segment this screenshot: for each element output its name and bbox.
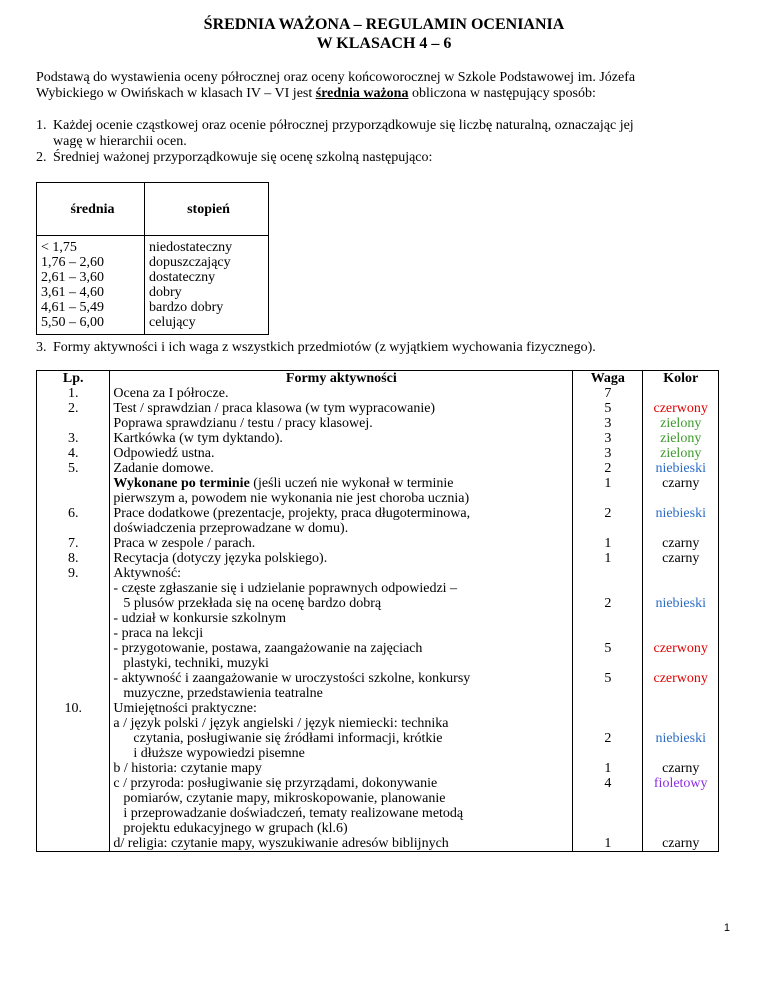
color-label: czerwony xyxy=(653,401,708,416)
form-item: plastyki, techniki, muzyki xyxy=(123,656,269,671)
weight-value: 3 xyxy=(604,416,612,431)
document-title xyxy=(0,15,768,53)
grade-value: bardzo dobry xyxy=(149,300,224,315)
weight-value: 1 xyxy=(604,761,612,776)
weight-value: 7 xyxy=(604,386,612,401)
rule-number: 2. xyxy=(36,150,47,165)
intro-emphasis: średnia ważona xyxy=(315,86,409,101)
lp-value: 9. xyxy=(67,566,79,581)
lp-value: 10. xyxy=(64,701,82,716)
color-label: niebieski xyxy=(655,731,706,746)
lp-value: 6. xyxy=(67,506,79,521)
color-column xyxy=(643,371,719,852)
form-item: - udział w konkursie szkolnym xyxy=(113,611,287,626)
form-item: Umiejętności praktyczne: xyxy=(113,701,257,716)
color-label: zielony xyxy=(660,446,702,461)
range-value: 5,50 – 6,00 xyxy=(41,315,104,330)
intro-text-a: Wybickiego w Owińskach w klasach IV – VI jest xyxy=(36,86,316,101)
range-value: 3,61 – 4,60 xyxy=(41,285,104,300)
grade-header-grade: stopień xyxy=(145,183,269,236)
grade-value: niedostateczny xyxy=(149,240,233,255)
grade-table xyxy=(36,182,269,335)
intro-line-2 xyxy=(36,86,746,102)
rule-text: wagę w hierarchii ocen. xyxy=(53,134,187,149)
lp-value: 4. xyxy=(67,446,79,461)
form-item: Wykonane po terminie (jeśli uczeń nie wykonał w terminie xyxy=(113,476,454,491)
form-item: b / historia: czytanie mapy xyxy=(113,761,262,776)
grade-value: celujący xyxy=(149,315,196,330)
form-item: 5 plusów przekłada się na ocenę bardzo dobrą xyxy=(123,596,382,611)
rule-3 xyxy=(36,340,756,356)
color-label: czerwony xyxy=(653,641,708,656)
form-item: Kartkówka (w tym dyktando). xyxy=(113,431,283,446)
color-label: czarny xyxy=(662,836,700,851)
rule-text: Formy aktywności i ich waga z wszystkich przedmiotów (z wyjątkiem wychowania fizycznego). xyxy=(53,340,596,355)
form-item: pierwszym a, powodem nie wykonania nie jest choroba ucznia) xyxy=(113,491,470,506)
form-item: - aktywność i zaangażowanie w uroczystości szkolne, konkursy xyxy=(113,671,471,686)
lp-value: 2. xyxy=(67,401,79,416)
weight-value: 1 xyxy=(604,551,612,566)
form-item: - przygotowanie, postawa, zaangażowanie na zajęciach xyxy=(113,641,423,656)
form-item: i przeprowadzanie doświadczeń, tematy realizowane metodą xyxy=(123,806,464,821)
color-label: czarny xyxy=(662,536,700,551)
grade-names-cell xyxy=(145,236,269,335)
weight-value: 2 xyxy=(604,506,612,521)
lp-value: 8. xyxy=(67,551,79,566)
form-item: i dłuższe wypowiedzi pisemne xyxy=(133,746,305,761)
intro-text-b: obliczona w następujący sposób: xyxy=(408,86,596,101)
form-item: - częste zgłaszanie się i udzielanie poprawnych odpowiedzi – xyxy=(113,581,458,596)
color-label: niebieski xyxy=(655,506,706,521)
form-item: czytania, posługiwanie się źródłami informacji, krótkie xyxy=(133,731,443,746)
form-item: Ocena za I półrocze. xyxy=(113,386,229,401)
form-item: Aktywność: xyxy=(113,566,182,581)
form-item: c / przyroda: posługiwanie się przyrządami, dokonywanie xyxy=(113,776,438,791)
weight-value: 3 xyxy=(604,431,612,446)
form-item: d/ religia: czytanie mapy, wyszukiwanie adresów biblijnych xyxy=(113,836,449,851)
form-item: muzyczne, przedstawienia teatralne xyxy=(123,686,323,701)
weight-value: 2 xyxy=(604,596,612,611)
grade-ranges-cell xyxy=(37,236,145,335)
weight-value: 5 xyxy=(604,671,612,686)
rule-text: Średniej ważonej przyporządkowuje się ocenę szkolną następująco: xyxy=(53,150,433,165)
weight-value: 4 xyxy=(604,776,612,791)
form-item: Recytacja (dotyczy języka polskiego). xyxy=(113,551,328,566)
rule-item xyxy=(36,118,756,150)
color-label: niebieski xyxy=(655,596,706,611)
form-item: doświadczenia przeprowadzane w domu). xyxy=(113,521,349,536)
page-number: 1 xyxy=(723,922,730,934)
rule-item xyxy=(36,150,756,166)
lp-value: 3. xyxy=(67,431,79,446)
range-value: 4,61 – 5,49 xyxy=(41,300,104,315)
intro-paragraph xyxy=(36,70,746,102)
late-submission-label: Wykonane po terminie xyxy=(113,476,250,491)
form-item: - praca na lekcji xyxy=(113,626,204,641)
color-label: czerwony xyxy=(653,671,708,686)
range-value: 2,61 – 3,60 xyxy=(41,270,104,285)
range-value: < 1,75 xyxy=(41,240,77,255)
lp-value: 5. xyxy=(67,461,79,476)
title-line-1: ŚREDNIA WAŻONA – REGULAMIN OCENIANIA xyxy=(203,16,565,33)
form-item: Praca w zespole / parach. xyxy=(113,536,256,551)
color-label: czarny xyxy=(662,761,700,776)
grade-header-average: średnia xyxy=(37,183,145,236)
form-item: pomiarów, czytanie mapy, mikroskopowanie, planowanie xyxy=(123,791,446,806)
color-label: niebieski xyxy=(655,461,706,476)
forms-header: Formy aktywności xyxy=(285,371,397,386)
form-item: Test / sprawdzian / praca klasowa (w tym wypracowanie) xyxy=(113,401,436,416)
color-header: Kolor xyxy=(663,371,699,386)
weight-value: 5 xyxy=(604,401,612,416)
rule-number: 1. xyxy=(36,118,47,133)
weight-value: 2 xyxy=(604,731,612,746)
weight-value: 1 xyxy=(604,476,612,491)
lp-value: 1. xyxy=(67,386,79,401)
color-label: zielony xyxy=(660,431,702,446)
color-label: czarny xyxy=(662,551,700,566)
rule-number: 3. xyxy=(36,340,47,355)
color-label: zielony xyxy=(660,416,702,431)
form-item: Zadanie domowe. xyxy=(113,461,214,476)
weight-value: 2 xyxy=(604,461,612,476)
grade-value: dopuszczający xyxy=(149,255,231,270)
rule-text: Każdej ocenie cząstkowej oraz ocenie półrocznej przyporządkowuje się liczbę naturalną, oznaczając jej xyxy=(53,118,634,133)
color-label: fioletowy xyxy=(653,776,708,791)
lp-header: Lp. xyxy=(62,371,84,386)
grade-value: dostateczny xyxy=(149,270,216,285)
title-line-2: W KLASACH 4 – 6 xyxy=(316,35,452,52)
weight-header: Waga xyxy=(590,371,625,386)
weight-value: 3 xyxy=(604,446,612,461)
activity-table xyxy=(36,370,719,852)
rules-list xyxy=(36,118,756,166)
intro-line-1: Podstawą do wystawienia oceny półrocznej oraz oceny końcoworocznej w Szkole Podstawowej im. Józefa xyxy=(36,70,636,85)
form-item: Odpowiedź ustna. xyxy=(113,446,215,461)
lp-column xyxy=(37,371,110,852)
color-label: czarny xyxy=(662,476,700,491)
forms-column xyxy=(110,371,573,852)
weight-value: 1 xyxy=(604,536,612,551)
form-item: Poprawa sprawdzianu / testu / pracy klasowej. xyxy=(113,416,373,431)
weight-value: 5 xyxy=(604,641,612,656)
lp-value: 7. xyxy=(67,536,79,551)
form-item: projektu edukacyjnego w grupach (kl.6) xyxy=(123,821,348,836)
weight-value: 1 xyxy=(604,836,612,851)
form-item: Prace dodatkowe (prezentacje, projekty, praca długoterminowa, xyxy=(113,506,471,521)
weight-column xyxy=(573,371,643,852)
form-item: a / język polski / język angielski / język niemiecki: technika xyxy=(113,716,449,731)
grade-value: dobry xyxy=(149,285,182,300)
range-value: 1,76 – 2,60 xyxy=(41,255,104,270)
